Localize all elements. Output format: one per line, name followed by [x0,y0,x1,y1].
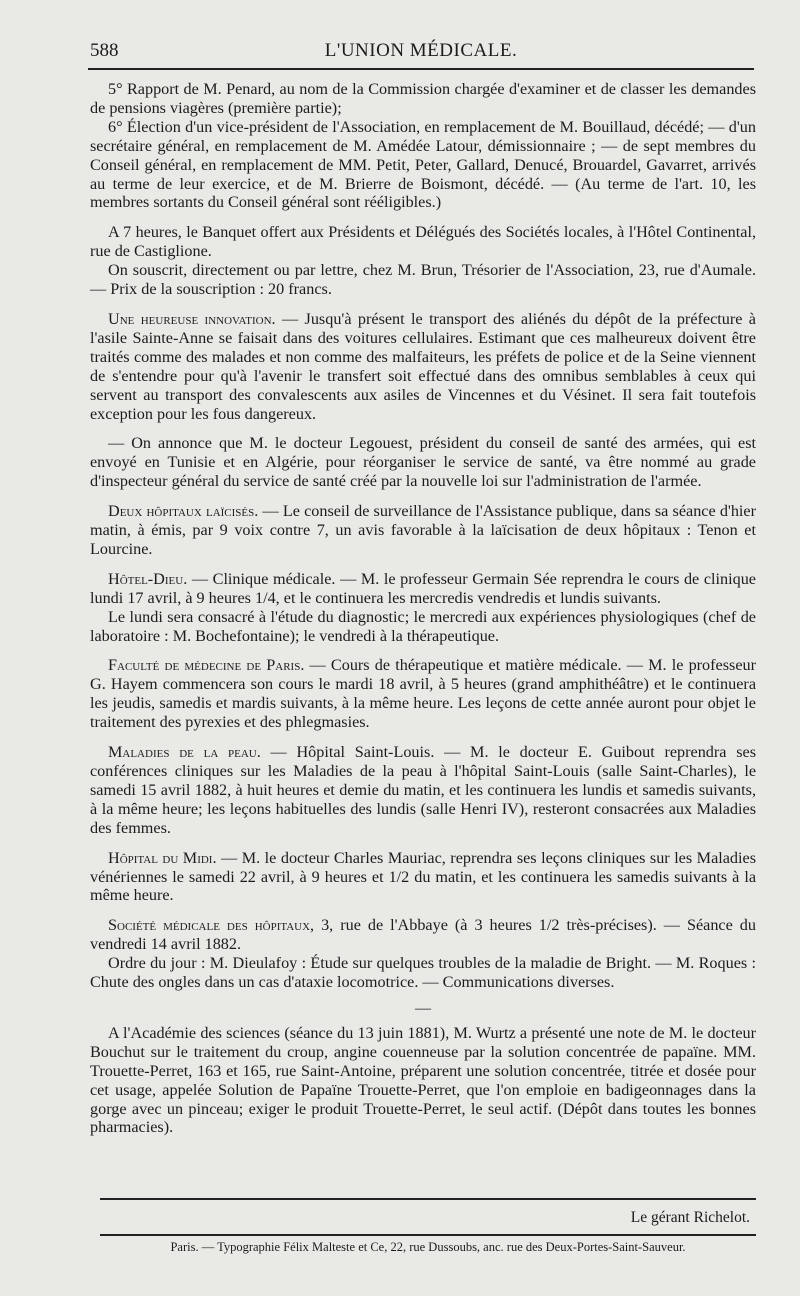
paragraph: Maladies de la peau. — Hôpital Saint-Louis. — M. le docteur E. Guibout reprendra ses conférences cliniques sur les Maladies de la peau à l'hôpital Saint-Louis (salle Saint-Charles), le samedi 15 avril 1882, à huit heures et demie du matin, et les continuera les lundis et samedis suivants, à la même heure; les leçons habituelles des lundis (salle Henri IV), resteront consacrées aux Maladies des femmes. [90,743,756,837]
footer-rule [100,1198,756,1200]
paragraph-lead: Société médicale des hôpitaux, [108,916,315,935]
paragraph: Le lundi sera consacré à l'étude du diagnostic; le mercredi aux expériences physiologiques (chef de laboratoire : M. Bochefontaine); le vendredi à la thérapeutique. [90,607,756,645]
paragraph-lead: Deux hôpitaux laïcisés. [108,502,259,521]
page-number: 588 [90,40,119,61]
paragraph: Ordre du jour : M. Dieulafoy : Étude sur quelques troubles de la maladie de Bright. — M. Roques : Chute des ongles dans un cas d'ataxie locomotrice. — Communications diverses. [90,954,756,992]
journal-title: L'UNION MÉDICALE. [324,40,518,61]
paragraph: Une heureuse innovation. — Jusqu'à présent le transport des aliénés du dépôt de la préfecture à l'asile Sainte-Anne se faisait dans des voitures cellulaires. Estimant que ces malheureux doivent être traités comme des malades et non comme des malfaiteurs, les préfets de police et de la Seine viennent de s'entendre pour qu'à l'avenir le transfert soit effectué dans des omnibus semblables à ceux qui servent au transport des convalescents aux asiles de Vincennes et du Vésinet. Il sera fait toutefois exception pour les fous dangereux. [90,309,756,423]
paragraph: Société médicale des hôpitaux, 3, rue de l'Abbaye (à 3 heures 1/2 très-précises). — Séance du vendredi 14 avril 1882. [90,916,756,954]
article-body [90,80,756,1137]
paragraph-lead: Faculté de médecine de Paris. [108,656,305,675]
section-separator: — [415,999,431,1017]
signature: Le gérant Richelot. [630,1209,750,1226]
footer-rule [100,1234,756,1236]
printer-imprint: Paris. — Typographie Félix Malteste et Ce, 22, rue Dussoubs, anc. rue des Deux-Portes-Saint-Sauveur. [170,1240,686,1254]
paragraph: — On annonce que M. le docteur Legouest, président du conseil de santé des armées, qui est envoyé en Tunisie et en Algérie, pour réorganiser le service de santé, va être nommé au grade d'inspecteur général du service de santé créé par la nouvelle loi sur l'administration de l'armée. [90,434,756,491]
paragraph-lead: Hôpital du Midi. [108,848,217,867]
paragraph: Hôtel-Dieu. — Clinique médicale. — M. le professeur Germain Sée reprendra le cours de clinique lundi 17 avril, à 9 heures 1/4, et le continuera les mercredis vendredis et lundis suivants. [90,569,756,607]
header-rule [88,68,754,70]
paragraph: On souscrit, directement ou par lettre, chez M. Brun, Trésorier de l'Association, 23, rue d'Aumale. — Prix de la souscription : 20 francs. [90,261,756,299]
paragraph: 6° Élection d'un vice-président de l'Association, en remplacement de M. Bouillaud, décédé; — d'un secrétaire général, en remplacement de M. Amédée Latour, démissionnaire ; — de sept membres du Conseil général, en remplacement de MM. Petit, Peter, Gallard, Denucé, Brouardel, Gavarret, arrivés au terme de leur exercice, et de M. Brierre de Boismont, décédé. — (Au terme de l'art. 10, les membres sortants du Conseil général sont rééligibles.) [90,117,756,212]
paragraph-lead: Hôtel-Dieu. [108,569,188,588]
paragraph: 5° Rapport de M. Penard, au nom de la Commission chargée d'examiner et de classer les demandes de pensions viagères (première partie); [90,80,756,117]
paragraph: Deux hôpitaux laïcisés. — Le conseil de surveillance de l'Assistance publique, dans sa séance d'hier matin, à émis, par 9 voix contre 7, un avis favorable à la laïcisation de deux hôpitaux : Tenon et Lourcine. [90,502,756,558]
page-header [90,36,752,66]
paragraph: A 7 heures, le Banquet offert aux Présidents et Délégués des Sociétés locales, à l'Hôtel Continental, rue de Castiglione. [90,223,756,261]
paragraph-lead: Maladies de la peau. [108,743,261,762]
paragraph: A l'Académie des sciences (séance du 13 juin 1881), M. Wurtz a présenté une note de M. le docteur Bouchut sur le traitement du croup, angine couenneuse par la solution concentrée de papaïne. MM. Trouette-Perret, 163 et 165, rue Saint-Antoine, préparent une solution concentrée, titrée et dosée pour cet usage, appelée Solution de Papaïne Trouette-Perret, que l'on emploie en badigeonnages dans la gorge avec un pinceau; exiger le produit Trouette-Perret, le seul actif. (Dépôt dans toutes les bonnes pharmacies). [90,1023,756,1137]
paragraph: Hôpital du Midi. — M. le docteur Charles Mauriac, reprendra ses leçons cliniques sur les Maladies vénériennes le samedi 22 avril, à 9 heures et 1/2 du matin, et les continuera les samedis suivants à la même heure. [90,848,757,905]
paragraph: Faculté de médecine de Paris. — Cours de thérapeutique et matière médicale. — M. le professeur G. Hayem commencera son cours le mardi 18 avril, à 5 heures (grand amphithéâtre) et le continuera les jeudis, samedis et mardis suivants, à la même heure. Les leçons de cette année auront pour objet le traitement des pyrexies et des phlegmasies. [90,656,756,732]
paragraph-lead: Une heureuse innovation. [108,309,276,328]
